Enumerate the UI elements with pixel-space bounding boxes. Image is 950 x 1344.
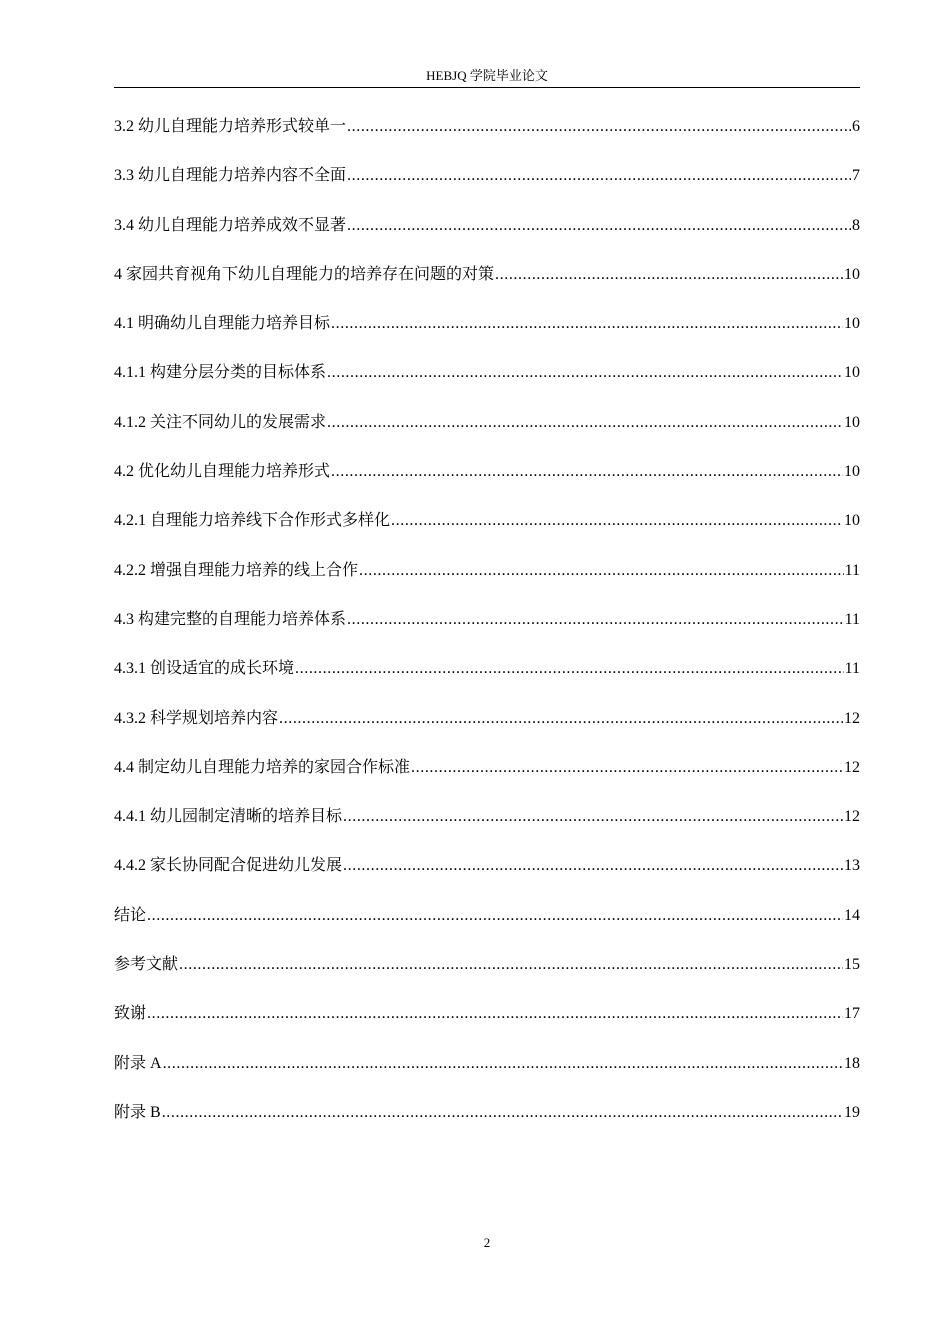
toc-entry[interactable] bbox=[114, 905, 860, 954]
toc-dot-leader bbox=[495, 264, 843, 286]
running-header: HEBJQ 学院毕业论文 bbox=[426, 68, 548, 83]
toc-entry-title: 3.2 幼儿自理能力培养形式较单一 bbox=[114, 118, 347, 135]
toc-dot-leader bbox=[347, 116, 851, 138]
toc-entry[interactable] bbox=[114, 362, 860, 411]
toc-dot-leader bbox=[327, 412, 843, 434]
toc-entry-page: 15 bbox=[844, 956, 860, 974]
toc-entry[interactable] bbox=[114, 954, 860, 1003]
toc-dot-leader bbox=[279, 708, 843, 730]
toc-entry[interactable] bbox=[114, 116, 860, 165]
toc-entry[interactable] bbox=[114, 609, 860, 658]
toc-dot-leader bbox=[179, 954, 843, 976]
toc-dot-leader bbox=[331, 461, 843, 483]
table-of-contents bbox=[114, 116, 860, 1151]
toc-entry[interactable] bbox=[114, 708, 860, 757]
toc-dot-leader bbox=[331, 313, 843, 335]
toc-entry-page: 12 bbox=[844, 758, 860, 776]
toc-entry-page: 10 bbox=[844, 413, 860, 431]
toc-entry-title: 3.4 幼儿自理能力培养成效不显著 bbox=[114, 216, 347, 234]
toc-entry-title: 4.1.2 关注不同幼儿的发展需求 bbox=[114, 413, 327, 431]
toc-entry-page: 12 bbox=[844, 709, 860, 727]
toc-entry[interactable] bbox=[114, 560, 860, 609]
toc-entry[interactable] bbox=[114, 313, 860, 362]
toc-entry-page: 10 bbox=[844, 364, 860, 382]
toc-dot-leader bbox=[162, 1102, 843, 1124]
toc-entry[interactable] bbox=[114, 461, 860, 510]
toc-entry-title: 3.3 幼儿自理能力培养内容不全面 bbox=[114, 167, 347, 185]
toc-entry-title: 致谢 bbox=[114, 1005, 147, 1023]
toc-entry-page: 10 bbox=[844, 512, 860, 530]
toc-entry-page: 7 bbox=[852, 167, 860, 185]
header-rule bbox=[114, 87, 860, 88]
toc-entry-title: 4.2 优化幼儿自理能力培养形式 bbox=[114, 463, 331, 481]
toc-entry-page: 11 bbox=[844, 610, 860, 628]
toc-entry-page: 14 bbox=[844, 906, 860, 924]
toc-entry[interactable] bbox=[114, 757, 860, 806]
toc-entry[interactable] bbox=[114, 165, 860, 214]
toc-entry-title: 附录 B bbox=[114, 1103, 161, 1121]
toc-dot-leader bbox=[347, 609, 844, 631]
toc-entry[interactable] bbox=[114, 510, 860, 559]
toc-entry[interactable] bbox=[114, 1102, 860, 1151]
toc-entry-page: 19 bbox=[844, 1103, 860, 1121]
toc-entry-title: 结论 bbox=[114, 906, 147, 924]
toc-entry-page: 11 bbox=[844, 561, 860, 579]
toc-dot-leader bbox=[347, 165, 851, 187]
toc-entry-title: 4.1.1 构建分层分类的目标体系 bbox=[114, 364, 327, 382]
toc-dot-leader bbox=[359, 560, 844, 582]
toc-entry-title: 4.4 制定幼儿自理能力培养的家园合作标准 bbox=[114, 758, 411, 776]
toc-entry-title: 4.3.2 科学规划培养内容 bbox=[114, 709, 279, 727]
page-number: 2 bbox=[483, 1235, 491, 1250]
toc-dot-leader bbox=[147, 905, 843, 927]
toc-entry-page: 8 bbox=[852, 216, 860, 234]
toc-entry-page: 12 bbox=[844, 808, 860, 826]
toc-entry-page: 6 bbox=[852, 118, 860, 135]
toc-entry-title: 附录 A bbox=[114, 1054, 162, 1072]
toc-entry[interactable] bbox=[114, 658, 860, 707]
toc-entry[interactable] bbox=[114, 806, 860, 855]
toc-entry-title: 4.3 构建完整的自理能力培养体系 bbox=[114, 610, 347, 628]
toc-entry-title: 4.4.2 家长协同配合促进幼儿发展 bbox=[114, 857, 343, 875]
toc-entry-page: 18 bbox=[844, 1054, 860, 1072]
toc-entry-title: 4.3.1 创设适宜的成长环境 bbox=[114, 660, 295, 678]
toc-dot-leader bbox=[147, 1003, 843, 1025]
toc-entry-title: 4.2.2 增强自理能力培养的线上合作 bbox=[114, 561, 359, 579]
toc-entry-page: 11 bbox=[844, 660, 860, 678]
toc-entry[interactable] bbox=[114, 1003, 860, 1052]
toc-entry-title: 参考文献 bbox=[114, 956, 179, 974]
toc-dot-leader bbox=[343, 855, 843, 877]
toc-entry[interactable] bbox=[114, 264, 860, 313]
toc-entry-page: 10 bbox=[844, 315, 860, 333]
toc-entry[interactable] bbox=[114, 1053, 860, 1102]
toc-entry[interactable] bbox=[114, 855, 860, 904]
toc-dot-leader bbox=[343, 806, 843, 828]
toc-entry[interactable] bbox=[114, 215, 860, 264]
toc-dot-leader bbox=[295, 658, 844, 680]
toc-entry-title: 4 家园共育视角下幼儿自理能力的培养存在问题的对策 bbox=[114, 265, 495, 283]
toc-entry-page: 13 bbox=[844, 857, 860, 875]
toc-dot-leader bbox=[327, 362, 843, 384]
toc-dot-leader bbox=[163, 1053, 843, 1075]
toc-dot-leader bbox=[411, 757, 843, 779]
toc-entry-title: 4.2.1 自理能力培养线下合作形式多样化 bbox=[114, 512, 391, 530]
toc-entry-title: 4.4.1 幼儿园制定清晰的培养目标 bbox=[114, 808, 343, 826]
toc-entry[interactable] bbox=[114, 412, 860, 461]
toc-dot-leader bbox=[347, 215, 851, 237]
toc-entry-page: 10 bbox=[844, 463, 860, 481]
toc-entry-page: 17 bbox=[844, 1005, 860, 1023]
toc-entry-title: 4.1 明确幼儿自理能力培养目标 bbox=[114, 315, 331, 333]
toc-dot-leader bbox=[391, 510, 843, 532]
toc-entry-page: 10 bbox=[844, 265, 860, 283]
